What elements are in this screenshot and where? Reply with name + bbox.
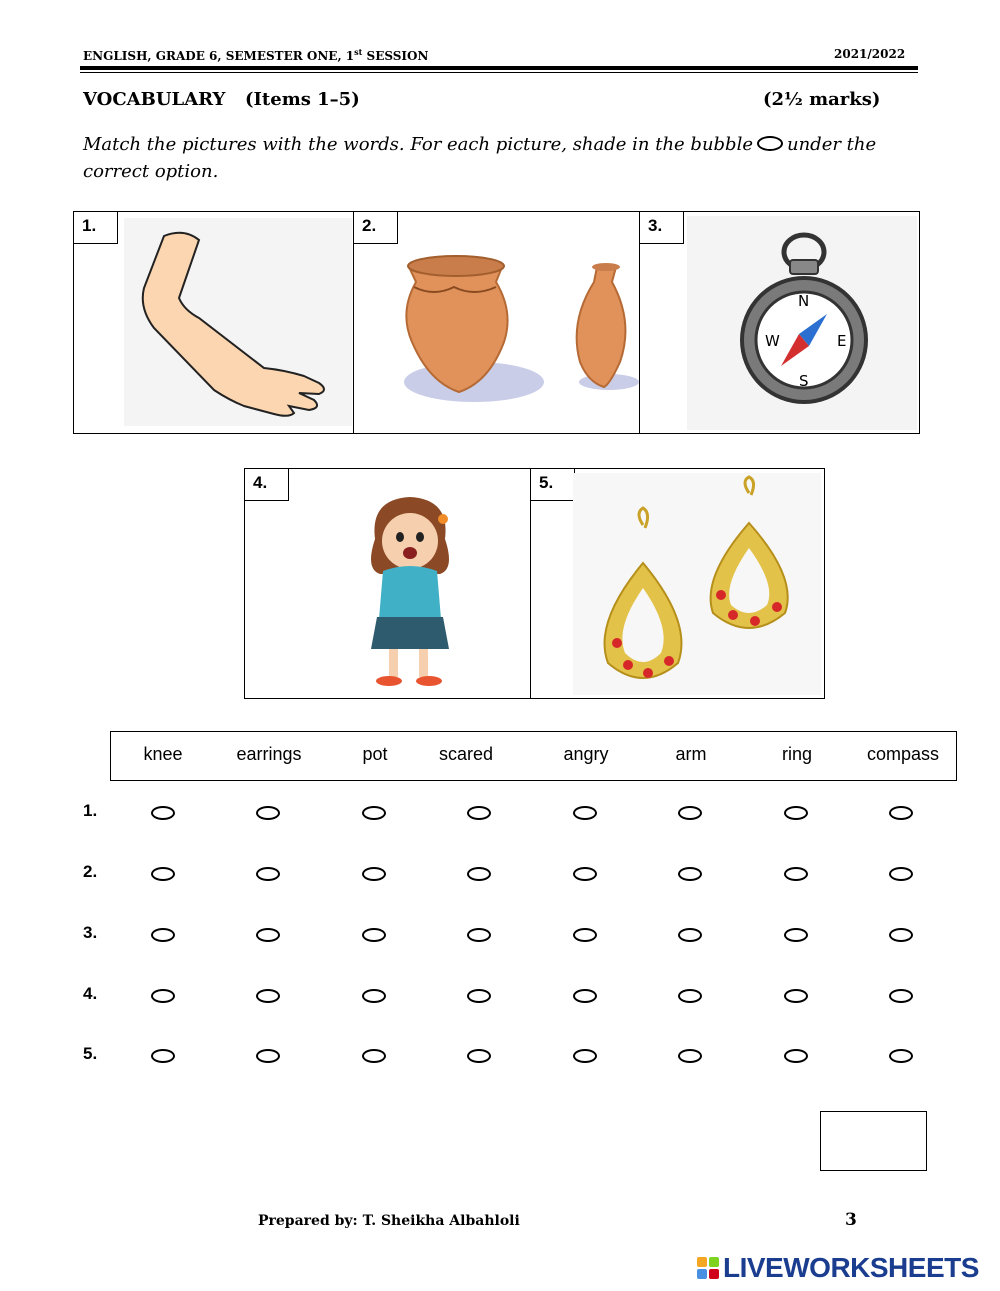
arm-icon (124, 218, 352, 426)
answer-bubble-5-ring[interactable] (784, 1049, 808, 1063)
answer-row-number: 1. (83, 801, 98, 820)
section-items: (Items 1–5) (245, 89, 360, 110)
picture-box-3 (639, 211, 920, 434)
answer-bubble-1-arm[interactable] (678, 806, 702, 820)
answer-bubble-5-scared[interactable] (467, 1049, 491, 1063)
answer-bubble-5-pot[interactable] (362, 1049, 386, 1063)
answer-bubble-1-angry[interactable] (573, 806, 597, 820)
header-rule-thick (80, 66, 918, 70)
picture-number: 1. (74, 212, 118, 244)
picture-box-5 (530, 468, 825, 699)
picture-number: 4. (245, 469, 289, 501)
answer-bubble-3-pot[interactable] (362, 928, 386, 942)
picture-box-2 (353, 211, 642, 434)
page-number: 3 (845, 1210, 857, 1230)
compass-icon (687, 216, 917, 430)
option-pot: pot (362, 744, 388, 764)
answer-bubble-1-pot[interactable] (362, 806, 386, 820)
answer-bubble-3-knee[interactable] (151, 928, 175, 942)
logo-icon (697, 1257, 719, 1279)
answer-bubble-2-pot[interactable] (362, 867, 386, 881)
section-title: VOCABULARY (83, 89, 226, 110)
option-scared: scared (438, 744, 494, 764)
course-header: ENGLISH, GRADE 6, SEMESTER ONE, 1st SESSION (83, 47, 429, 63)
answer-bubble-3-ring[interactable] (784, 928, 808, 942)
option-compass: compass (866, 744, 940, 764)
liveworksheets-logo: LIVEWORKSHEETS (697, 1252, 979, 1284)
answer-bubble-5-angry[interactable] (573, 1049, 597, 1063)
answer-bubble-3-compass[interactable] (889, 928, 913, 942)
picture-box-1 (73, 211, 356, 434)
answer-bubble-1-scared[interactable] (467, 806, 491, 820)
answer-bubble-4-arm[interactable] (678, 989, 702, 1003)
svg-text:N: N (798, 292, 810, 310)
answer-bubble-3-arm[interactable] (678, 928, 702, 942)
picture-number: 5. (531, 469, 575, 501)
answer-row-number: 2. (83, 862, 98, 881)
answer-bubble-1-compass[interactable] (889, 806, 913, 820)
answer-bubble-1-ring[interactable] (784, 806, 808, 820)
score-box[interactable] (820, 1111, 927, 1171)
answer-bubble-2-compass[interactable] (889, 867, 913, 881)
picture-box-4 (244, 468, 533, 699)
answer-bubble-2-scared[interactable] (467, 867, 491, 881)
answer-bubble-2-knee[interactable] (151, 867, 175, 881)
svg-text:E: E (837, 332, 847, 350)
answer-bubble-3-earrings[interactable] (256, 928, 280, 942)
picture-number: 3. (640, 212, 684, 244)
option-arm: arm (675, 744, 707, 764)
prepared-by: Prepared by: T. Sheikha Albahloli (258, 1213, 520, 1229)
answer-bubble-5-arm[interactable] (678, 1049, 702, 1063)
answer-bubble-3-scared[interactable] (467, 928, 491, 942)
answer-bubble-3-angry[interactable] (573, 928, 597, 942)
option-ring: ring (781, 744, 813, 764)
answer-bubble-1-knee[interactable] (151, 806, 175, 820)
answer-bubble-4-scared[interactable] (467, 989, 491, 1003)
answer-bubble-4-knee[interactable] (151, 989, 175, 1003)
answer-bubble-4-angry[interactable] (573, 989, 597, 1003)
option-angry: angry (563, 744, 609, 764)
answer-bubble-1-earrings[interactable] (256, 806, 280, 820)
answer-bubble-5-compass[interactable] (889, 1049, 913, 1063)
scared-girl-icon (345, 489, 475, 694)
bubble-icon (757, 136, 783, 151)
answer-bubble-2-ring[interactable] (784, 867, 808, 881)
svg-text:S: S (799, 372, 809, 390)
header-rule-thin (80, 72, 918, 73)
answer-bubble-2-earrings[interactable] (256, 867, 280, 881)
answer-row-number: 5. (83, 1044, 98, 1063)
answer-row-number: 3. (83, 923, 98, 942)
answer-bubble-4-earrings[interactable] (256, 989, 280, 1003)
answer-bubble-5-knee[interactable] (151, 1049, 175, 1063)
school-year: 2021/2022 (834, 47, 906, 61)
answer-bubble-4-ring[interactable] (784, 989, 808, 1003)
option-knee: knee (143, 744, 183, 764)
answer-bubble-2-arm[interactable] (678, 867, 702, 881)
pot-icon (384, 242, 639, 412)
instructions: Match the pictures with the words. For each picture, shade in the bubble under the correct option. (83, 134, 877, 182)
svg-text:W: W (765, 332, 780, 350)
answer-bubble-5-earrings[interactable] (256, 1049, 280, 1063)
option-earrings: earrings (236, 744, 302, 764)
word-bank (110, 731, 957, 781)
section-marks: (2½ marks) (763, 89, 881, 110)
picture-number: 2. (354, 212, 398, 244)
answer-bubble-4-pot[interactable] (362, 989, 386, 1003)
answer-bubble-4-compass[interactable] (889, 989, 913, 1003)
earrings-icon (573, 473, 821, 695)
answer-bubble-2-angry[interactable] (573, 867, 597, 881)
answer-row-number: 4. (83, 984, 98, 1003)
